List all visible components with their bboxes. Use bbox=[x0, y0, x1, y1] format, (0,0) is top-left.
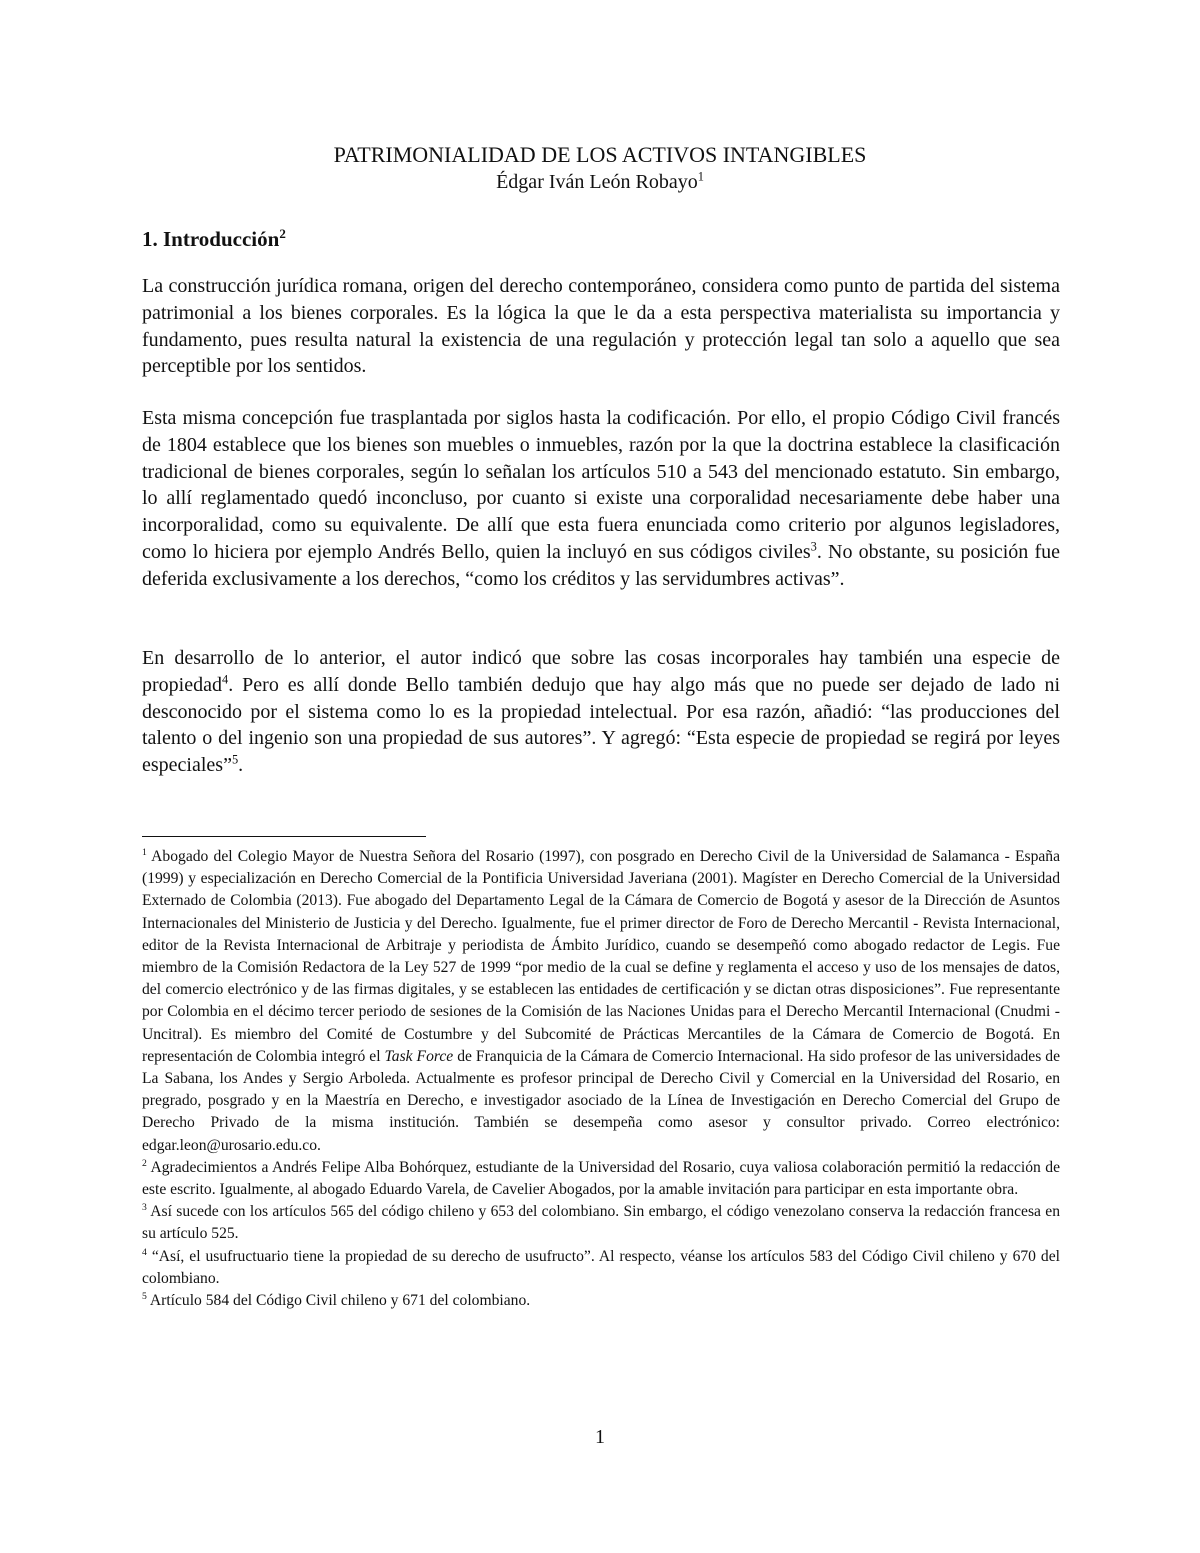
paragraph-1: La construcción jurídica romana, origen del derecho contemporáneo, considera como punto de partida del sistema patrimonial a los bienes corporales. Es la lógica la que le da a esta perspectiva materialista su importancia y fundamento, pues resulta natural la existencia de una regulación y protección legal tan solo a aquello que sea perceptible por los sentidos. bbox=[142, 275, 1060, 378]
footnotes bbox=[142, 846, 1060, 1312]
footnote-marker: 3 bbox=[142, 1202, 147, 1214]
section-heading bbox=[142, 225, 286, 253]
footnote-text: Artículo 584 del Código Civil chileno y 671 del colombiano. bbox=[149, 1292, 531, 1310]
footnote-text: Así sucede con los artículos 565 del código chileno y 653 del colombiano. Sin embargo, el código venezolano conserva la redacción francesa en su artículo 525. bbox=[142, 1203, 1060, 1243]
footnote-marker: 4 bbox=[142, 1246, 147, 1258]
footnote-marker: 2 bbox=[142, 1157, 147, 1169]
footnote-separator bbox=[142, 836, 426, 837]
footnote-ref-2[interactable]: 2 bbox=[279, 226, 286, 241]
footnote-2 bbox=[142, 1157, 1060, 1201]
footnote-text: de Franquicia de la Cámara de Comercio Internacional. Ha sido profesor de las universidades de La Sabana, los Andes y Sergio Arboleda. Actualmente es profesor principal de Derecho Civil y Comercial en la Universidad del Rosario, en pregrado, posgrado y en la Maestría en Derecho, e investigador asociado de la Línea de Investigación en Derecho Comercial del Grupo de Derecho Privado de la misma institución. También se desempeña como asesor y consultor privado. Correo electrónico: edgar.leon@urosario.edu.co. bbox=[142, 1047, 1060, 1154]
footnote-text: Agradecimientos a Andrés Felipe Alba Bohórquez, estudiante de la Universidad del Rosario, cuya valiosa colaboración permitió la redacción de este escrito. Igualmente, al abogado Eduardo Varela, de Cavelier Abogados, por la amable invitación para participar en esta importante obra. bbox=[142, 1158, 1060, 1199]
author-line bbox=[0, 168, 1200, 196]
footnote-text: “Así, el usufructuario tiene la propiedad de su derecho de usufructo”. Al respecto, véanse los artículos 583 del Código Civil chileno y 670 del colombiano. bbox=[142, 1247, 1060, 1287]
paragraph-2-text-a: Esta misma concepción fue trasplantada por siglos hasta la codificación. Por ello, el propio Código Civil francés de 1804 establece que los bienes son muebles o inmuebles, razón por la que la doctrina establece la clasificación tradicional de bienes corporales, según lo señalan los artículos 510 a 543 del mencionado estatuto. Sin embargo, lo allí reglamentado quedó inconcluso, por cuanto si existe una corporalidad necesariamente debe haber una incorporalidad, como su equivalente. De allí que esta fuera enunciada como criterio por algunos legisladores, como lo hiciera por ejemplo Andrés Bello, quien la incluyó en sus códigos civiles bbox=[142, 407, 1060, 563]
paragraph-2-text-b: . No obstante, su posición fue deferida exclusivamente a los derechos, “como los créditos y las servidumbres activas”. bbox=[142, 540, 1060, 590]
footnote-4 bbox=[142, 1246, 1060, 1290]
page-number: 1 bbox=[595, 1426, 605, 1448]
footnote-ref-4[interactable]: 4 bbox=[221, 672, 229, 687]
author-name: Édgar Iván León Robayo bbox=[496, 171, 698, 193]
document-title: PATRIMONIALIDAD DE LOS ACTIVOS INTANGIBLES bbox=[333, 142, 867, 167]
footnote-ref-5[interactable]: 5 bbox=[231, 752, 239, 767]
footnote-3 bbox=[142, 1201, 1060, 1245]
paragraph-3 bbox=[142, 645, 1060, 779]
paragraph-2 bbox=[142, 405, 1060, 593]
footnote-ref-1[interactable]: 1 bbox=[697, 169, 704, 184]
section-heading-text: 1. Introducción bbox=[142, 227, 280, 251]
footnote-1 bbox=[142, 846, 1060, 1157]
footnote-text: Abogado del Colegio Mayor de Nuestra Señora del Rosario (1997), con posgrado en Derecho Civil de la Universidad de Salamanca - España (1999) y especialización en Derecho Comercial de la Pontificia Universidad Javeriana (2001). Magíster en Derecho Comercial de la Universidad Externado de Colombia (2013). Fue abogado del Departamento Legal de la Cámara de Comercio de Bogotá y asesor de la Dirección de Asuntos Internacionales del Ministerio de Justicia y del Derecho. Igualmente, fue el primer director de Foro de Derecho Mercantil - Revista Internacional, editor de la Revista Internacional de Arbitraje y periodista de Ámbito Jurídico, cuando se desempeñó como abogado redactor de Legis. Fue miembro de la Comisión Redactora de la Ley 527 de 1999 “por medio de la cual se define y reglamenta el acceso y uso de los mensajes de datos, del comercio electrónico y de las firmas digitales, y se establecen las entidades de certificación y se dictan otras disposiciones”. Fue representante por Colombia en el décimo tercer periodo de sesiones de la Comisión de las Naciones Unidas para el Derecho Mercantil Internacional (Cnudmi - Uncitral). Es miembro del Comité de Costumbre y del Subcomité de Prácticas Mercantiles de la Cámara de Comercio de Bogotá. En representación de Colombia integró el bbox=[142, 848, 1061, 1065]
footnote-ref-3[interactable]: 3 bbox=[810, 539, 817, 554]
paragraph-3-text-b: . Pero es allí donde Bello también dedujo que hay algo más que no puede ser dejado de lado ni desconocido por el sistema como lo es la propiedad intelectual. Por esa razón, añadió: “las producciones del talento o del ingenio son una propiedad de sus autores”. Y agregó: “Esta especie de propiedad se regirá por leyes especiales” bbox=[142, 673, 1060, 777]
paragraph-3-text-a: En desarrollo de lo anterior, el autor indicó que sobre las cosas incorporales hay también una especie de propiedad bbox=[142, 647, 1060, 696]
footnote-marker: 1 bbox=[142, 846, 147, 858]
footnote-marker: 5 bbox=[142, 1290, 147, 1302]
footnote-italic-term: Task Force bbox=[384, 1047, 454, 1065]
paragraph-3-text-c: . bbox=[238, 754, 244, 777]
footnote-5 bbox=[142, 1290, 1060, 1312]
